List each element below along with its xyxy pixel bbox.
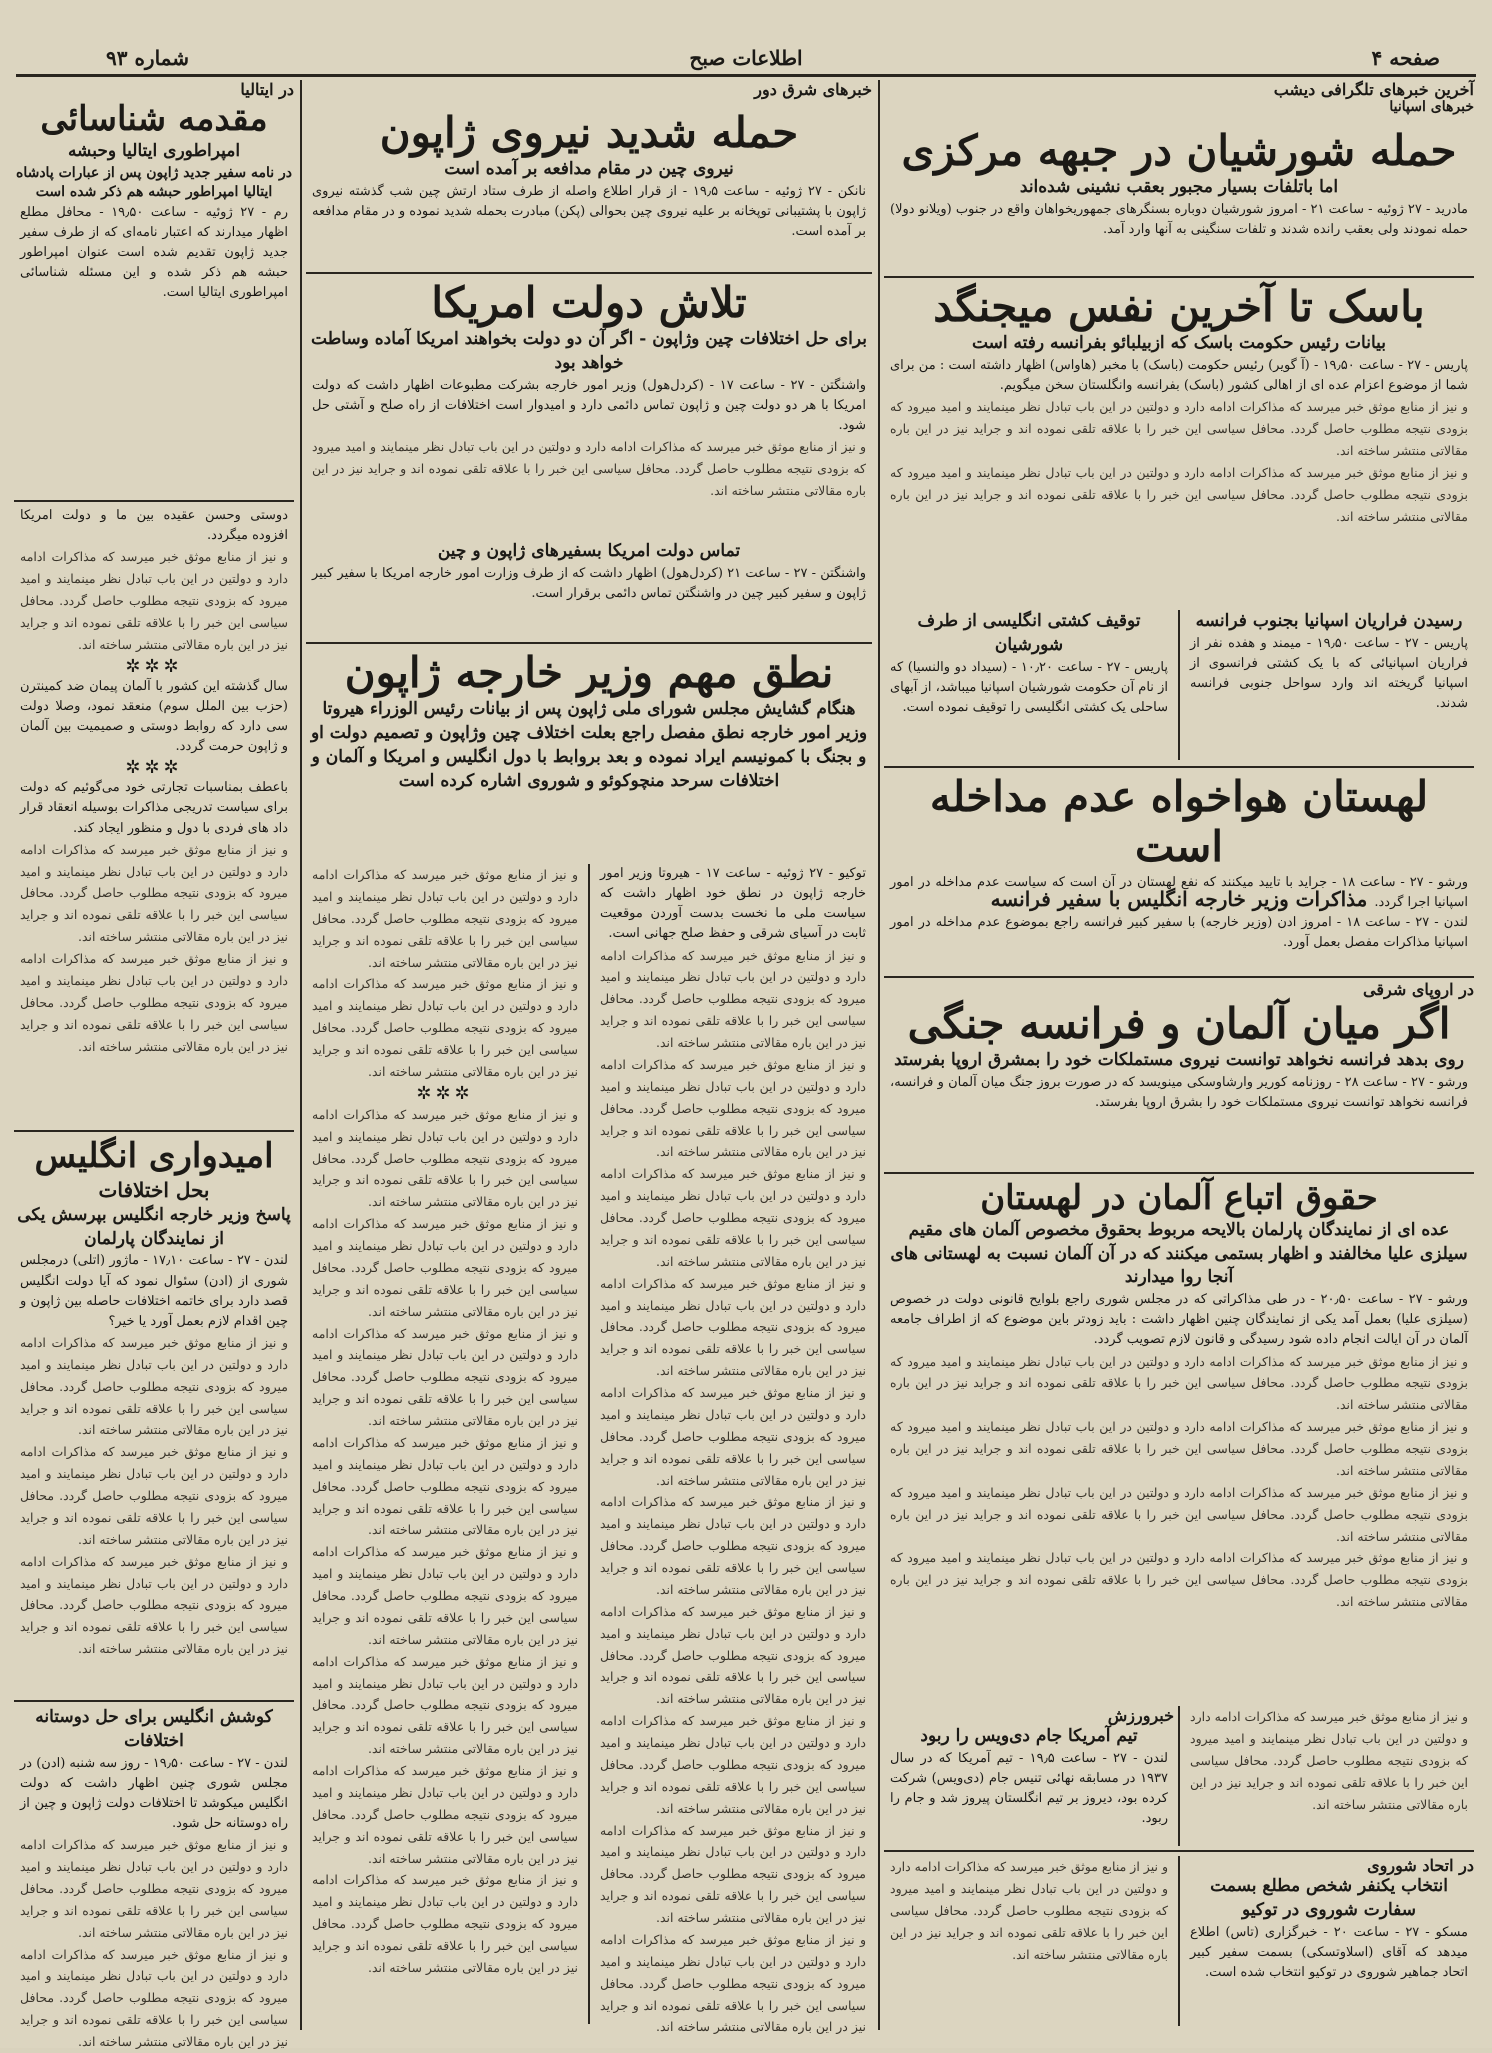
- eng-effort-body-2: و نیز از منابع موثق خبر میرسد که مذاکرات ادامه دارد و دولتین در این باب تبادل نظر مینمایند و امید میرود که بزودی نتیجه مطلوب حاصل گردد. محافل سیاسی این خبر را با علاقه تلقی نموده اند و جراید نیز در این باره مقالاتی منتشر ساخته اند.: [20, 1946, 288, 2050]
- spain-news-tag: خبرهای اسپانیا: [1389, 99, 1474, 115]
- relations-para-1: دوستی وحسن عقیده بین ما و دولت امریکا افزوده میگردد.: [20, 508, 288, 544]
- japan-attack-headline: حمله شدید نیروی ژاپون: [379, 108, 799, 157]
- poland-headline: لهستان هواخواه عدم مداخله است: [929, 772, 1429, 872]
- column-rule: [1178, 1706, 1180, 1846]
- sport-body-text: و نیز از منابع موثق خبر میرسد که مذاکرات ادامه دارد و دولتین در این باب تبادل نظر مینمایند و امید میرود که بزودی نتیجه مطلوب حاصل گردد. محافل سیاسی این خبر را با علاقه تلقی نموده اند و جراید نیز در این باره مقالاتی منتشر ساخته اند.: [890, 1859, 1168, 1962]
- japan-relations-body: [14, 506, 294, 1126]
- rights-article: [884, 1178, 1474, 1698]
- spain-dateline: مادرید - ۲۷ ژوئیه - ساعت ۲۱ - امروز شورشیان دوباره بسنگرهای جمهوریخواهان واقع در جنوب (ویلانو دولا) حمله نمودند ولی بعقب رانده شدند و تلفات سنگینی به آنها وارد آمد.: [890, 202, 1468, 238]
- speech-body-2: و نیز از منابع موثق خبر میرسد که مذاکرات ادامه دارد و دولتین در این باب تبادل نظر مینمایند و امید میرود که بزودی نتیجه مطلوب حاصل گردد. محافل سیاسی این خبر را با علاقه تلقی نموده اند و جراید نیز در این باره مقالاتی منتشر ساخته اند.: [600, 1056, 866, 1160]
- speech-body-5: و نیز از منابع موثق خبر میرسد که مذاکرات ادامه دارد و دولتین در این باب تبادل نظر مینمایند و امید میرود که بزودی نتیجه مطلوب حاصل گردد. محافل سیاسی این خبر را با علاقه تلقی نموده اند و جراید نیز در این باره مقالاتی منتشر ساخته اند.: [600, 1385, 866, 1488]
- rights-body-cont: و نیز از منابع موثق خبر میرسد که مذاکرات ادامه دارد و دولتین در این باب تبادل نظر مینمایند و امید میرود که بزودی نتیجه مطلوب حاصل گردد. محافل سیاسی این خبر را با علاقه تلقی نموده اند و جراید نیز در این باره مقالاتی منتشر ساخته اند.: [1190, 1709, 1468, 1812]
- ussr-headline: انتخاب یکنفر شخص مطلع بسمت سفارت شوروی در توکیو: [1210, 1876, 1448, 1920]
- rights-subheadline: عده ای از نمایندگان پارلمان بالایحه مربوط بحقوق مخصوص آلمان های مقیم سیلزی علیا مخالفند و اظهار بستمی میکنند که در آن آلمان نسبت به لهستانی های آنجا روا میدارند: [890, 1219, 1468, 1288]
- speech-body-7: و نیز از منابع موثق خبر میرسد که مذاکرات ادامه دارد و دولتین در این باب تبادل نظر مینمایند و امید میرود که بزودی نتیجه مطلوب حاصل گردد. محافل سیاسی این خبر را با علاقه تلقی نموده اند و جراید نیز در این باره مقالاتی منتشر ساخته اند.: [600, 1603, 866, 1707]
- us-contact-headline: تماس دولت امریکا بسفیرهای ژاپون و چین: [437, 541, 741, 561]
- wreck-article: [884, 610, 1174, 760]
- rule: [884, 1172, 1474, 1174]
- eng-hope-body-1: و نیز از منابع موثق خبر میرسد که مذاکرات ادامه دارد و دولتین در این باب تبادل نظر مینمایند و امید میرود که بزودی نتیجه مطلوب حاصل گردد. محافل سیاسی این خبر را با علاقه تلقی نموده اند و جراید نیز در این باره مقالاتی منتشر ساخته اند.: [20, 1334, 288, 1438]
- germany-article: [884, 980, 1474, 1170]
- us-effort-dateline: واشنگتن - ۲۷ - ساعت ۱۷ - (کردل‌هول) وزیر امور خارجه بشرکت مطبوعات اظهار داشت که دولت امریکا با هر دو دولت چین و ژاپون تماس دائمی دارد و امیدوار است اختلافات از راه صلح و آشتی حل شود.: [312, 377, 866, 434]
- us-effort-subheadline: برای حل اختلافات چین وژاپون - اگر آن دو دولت بخواهند امریکا آماده وساطت خواهد بود: [311, 329, 867, 374]
- rule: [14, 1700, 294, 1702]
- ussr-article: [1184, 1856, 1474, 2026]
- germany-dateline: ورشو - ۲۷ - ساعت ۲۸ - روزنامه کوریر وارشاوسکی مینویسد که در صورت بروز جنگ میان آلمان و فرانسه، فرانسه نخواهد توانست نیروی مستملکات خود را بشرق اروپا بفرستد.: [890, 1075, 1469, 1111]
- sport-headline: تیم آمریکا جام دی‌ویس را ربود: [920, 1726, 1138, 1746]
- speech-headline: نطق مهم وزیر خارجه ژاپون: [344, 648, 834, 697]
- talks-article: [884, 886, 1474, 974]
- speech-body-10: و نیز از منابع موثق خبر میرسد که مذاکرات ادامه دارد و دولتین در این باب تبادل نظر مینمایند و امید میرود که بزودی نتیجه مطلوب حاصل گردد. محافل سیاسی این خبر را با علاقه تلقی نموده اند و جراید نیز در این باره مقالاتی منتشر ساخته اند.: [600, 1931, 866, 2035]
- rights-body-4: و نیز از منابع موثق خبر میرسد که مذاکرات ادامه دارد و دولتین در این باب تبادل نظر مینمایند و امید میرود که بزودی نتیجه مطلوب حاصل گردد. محافل سیاسی این خبر را با علاقه تلقی نموده اند و جراید نیز در این باره مقالاتی منتشر ساخته اند.: [890, 1550, 1468, 1610]
- column-rule: [1178, 1856, 1180, 2026]
- ussr-dateline: مسکو - ۲۷ - ساعت ۲۰ - خبرگزاری (تاس) اطلاع میدهد که آقای (اسلاوتسکی) بسمت سفیر کبیر اتحاد جماهیر شوروی در توکیو انتخاب شده است.: [1190, 1924, 1468, 1980]
- relations-body-2: و نیز از منابع موثق خبر میرسد که مذاکرات ادامه دارد و دولتین در این باب تبادل نظر مینمایند و امید میرود که بزودی نتیجه مطلوب حاصل گردد. محافل سیاسی این خبر را با علاقه تلقی نموده اند و جراید نیز در این باره مقالاتی منتشر ساخته اند.: [20, 841, 288, 945]
- rule: [14, 1130, 294, 1132]
- speech-body-6: و نیز از منابع موثق خبر میرسد که مذاکرات ادامه دارد و دولتین در این باب تبادل نظر مینمایند و امید میرود که بزودی نتیجه مطلوب حاصل گردد. محافل سیاسی این خبر را با علاقه تلقی نموده اند و جراید نیز در این باره مقالاتی منتشر ساخته اند.: [600, 1494, 866, 1597]
- east-europe-tag: در اروپای شرقی: [1363, 980, 1474, 999]
- sport-dateline: لندن - ۲۷ - ساعت ۱۹٫۵ - تیم آمریکا که در سال ۱۹۳۷ در مسابقه نهائی تنیس جام (دی‌ویس) شرکت کرده بود، دیروز بر تیم انگلستان پیروز شد و جام را ربود.: [890, 1750, 1168, 1827]
- right-top-tags: [884, 80, 1474, 114]
- us-contact-dateline: واشنگتن - ۲۷ - ساعت ۲۱ (کردل‌هول) اظهار داشت که از طرف وزارت امور خارجه امریکا با سفیر کبیر ژاپون و سفیر کبیر چین در واشنگتن تماس دائمی برقرار است.: [312, 565, 866, 601]
- speech-body-17: و نیز از منابع موثق خبر میرسد که مذاکرات ادامه دارد و دولتین در این باب تبادل نظر مینمایند و امید میرود که بزودی نتیجه مطلوب حاصل گردد. محافل سیاسی این خبر را با علاقه تلقی نموده اند و جراید نیز در این باره مقالاتی منتشر ساخته اند.: [312, 1544, 578, 1647]
- speech-body-18: و نیز از منابع موثق خبر میرسد که مذاکرات ادامه دارد و دولتین در این باب تبادل نظر مینمایند و امید میرود که بزودی نتیجه مطلوب حاصل گردد. محافل سیاسی این خبر را با علاقه تلقی نموده اند و جراید نیز در این باره مقالاتی منتشر ساخته اند.: [312, 1653, 578, 1757]
- speech-body-9: و نیز از منابع موثق خبر میرسد که مذاکرات ادامه دارد و دولتین در این باب تبادل نظر مینمایند و امید میرود که بزودی نتیجه مطلوب حاصل گردد. محافل سیاسی این خبر را با علاقه تلقی نموده اند و جراید نیز در این باره مقالاتی منتشر ساخته اند.: [600, 1822, 866, 1926]
- intro-dateline: رم - ۲۷ ژوئیه - ساعت ۱۹٫۵۰ - محافل مطلع اظهار میدارند که اعتبار نامه‌ای که از طرف سفیر جدید ژاپون تقدیم شده است عنوان امپراطور حبشه هم ذکر شده و این مسئله شناسائی امپراطوری ایتالیا است.: [20, 204, 288, 301]
- masthead: [16, 40, 1476, 77]
- rule: [306, 272, 872, 274]
- column-rule: [300, 80, 302, 2030]
- rule: [884, 766, 1474, 768]
- eng-effort-headline: کوشش انگلیس برای حل دوستانه اختلافات: [35, 1707, 273, 1751]
- rights-headline: حقوق اتباع آلمان در لهستان: [980, 1178, 1378, 1218]
- page-number: صفحه ۴: [1371, 46, 1440, 70]
- section-stars-3: ✲✲✲: [125, 757, 183, 779]
- section-stars-2: ✲✲✲: [125, 655, 183, 677]
- rights-dateline: ورشو - ۲۷ - ساعت ۲۰٫۵۰ - در طی مذاکراتی که در مجلس شوری راجع بلوایح قانونی دولت در خصوص (سیلزی علیا) بعمل آمد یکی از نمایندگان چنین اظهار داشت : باید زودتر باین موضوع که از اطراف جامعه آلمان در آن ایالت انجام داده شود رسیدگی و قانون لازم تصویب گردد.: [890, 1292, 1468, 1348]
- speech-body-15: و نیز از منابع موثق خبر میرسد که مذاکرات ادامه دارد و دولتین در این باب تبادل نظر مینمایند و امید میرود که بزودی نتیجه مطلوب حاصل گردد. محافل سیاسی این خبر را با علاقه تلقی نموده اند و جراید نیز در این باره مقالاتی منتشر ساخته اند.: [312, 1325, 578, 1428]
- relations-body-3: و نیز از منابع موثق خبر میرسد که مذاکرات ادامه دارد و دولتین در این باب تبادل نظر مینمایند و امید میرود که بزودی نتیجه مطلوب حاصل گردد. محافل سیاسی این خبر را با علاقه تلقی نموده اند و جراید نیز در این باره مقالاتی منتشر ساخته اند.: [20, 951, 288, 1054]
- eng-hope-dateline: لندن - ۲۷ - ساعت ۱۷٫۱۰ - ماژور (اتلی) درمجلس شوری از (ادن) سئوال نمود که آیا دولت انگلیس قصد دارد برای خاتمه اختلافات حاصله بین ژاپون و چین اقدام لازم بعمل آورد یا خیر؟: [20, 1253, 288, 1329]
- column-rule: [588, 864, 590, 2024]
- speech-dateline: توکیو - ۲۷ ژوئیه - ساعت ۱۷ - هیروتا وزیر امور خارجه ژاپون در نطق خود اظهار داشت که سیاست ملی ما نخست بدست آوردن موقعیت ثابت در آسیای شرقی و حفظ صلح جهانی است.: [600, 866, 866, 942]
- flee-dateline: پاریس - ۲۷ - ساعت ۱۹٫۵۰ - میمند و هفده نفر از فراریان اسپانیائی که با یک کشتی فرانسوی از اسپانیا گریخته اند وارد سواحل جنوبی فرانسه شدند.: [1190, 635, 1468, 712]
- speech-body-16: و نیز از منابع موثق خبر میرسد که مذاکرات ادامه دارد و دولتین در این باب تبادل نظر مینمایند و امید میرود که بزودی نتیجه مطلوب حاصل گردد. محافل سیاسی این خبر را با علاقه تلقی نموده اند و جراید نیز در این باره مقالاتی منتشر ساخته اند.: [312, 1434, 578, 1538]
- eng-effort-body: و نیز از منابع موثق خبر میرسد که مذاکرات ادامه دارد و دولتین در این باب تبادل نظر مینمایند و امید میرود که بزودی نتیجه مطلوب حاصل گردد. محافل سیاسی این خبر را با علاقه تلقی نموده اند و جراید نیز در این باره مقالاتی منتشر ساخته اند.: [20, 1837, 288, 1940]
- japan-attack-dateline: نانکن - ۲۷ ژوئیه - ساعت ۱۹٫۵ - از قرار اطلاع واصله از طرف ستاد ارتش چین شب گذشته نیروی ژاپون با پشتیبانی توپخانه بر علیه نیروی چین بحوالی (پکن) مبادرت بحمله شدید نموده و در مقام مدافعه بر آمده است.: [312, 184, 866, 240]
- eng-hope-subheadline-2: پاسخ وزیر خارجه انگلیس بپرسش یکی از نمایندگان پارلمان: [17, 1204, 291, 1249]
- column-rule: [1178, 610, 1180, 760]
- speech-body-left: [306, 864, 584, 2024]
- italy-tag: در ایتالیا: [240, 80, 294, 99]
- speech-body-14: و نیز از منابع موثق خبر میرسد که مذاکرات ادامه دارد و دولتین در این باب تبادل نظر مینمایند و امید میرود که بزودی نتیجه مطلوب حاصل گردد. محافل سیاسی این خبر را با علاقه تلقی نموده اند و جراید نیز در این باره مقالاتی منتشر ساخته اند.: [312, 1216, 578, 1319]
- late-news-tag: آخرین خبرهای تلگرافی دیشب: [1273, 80, 1474, 99]
- ussr-tag: در اتحاد شوروی: [1367, 1856, 1474, 1875]
- basque-headline: باسک تا آخرین نفس میجنگد: [933, 282, 1425, 331]
- wreck-dateline: پاریس - ۲۷ - ساعت ۱۰٫۲۰ - (سیداد دو والنسیا) که از نام آن حکومت شورشیان اسپانیا میباشد، از آبهای ساحلی یک کشتی انگلیسی را توقیف نموده است.: [890, 659, 1168, 715]
- speech-body-1: و نیز از منابع موثق خبر میرسد که مذاکرات ادامه دارد و دولتین در این باب تبادل نظر مینمایند و امید میرود که بزودی نتیجه مطلوب حاصل گردد. محافل سیاسی این خبر را با علاقه تلقی نموده اند و جراید نیز در این باره مقالاتی منتشر ساخته اند.: [600, 947, 866, 1051]
- intro-article: [14, 80, 294, 500]
- us-contact-article: [306, 540, 872, 638]
- eng-hope-headline: امیدواری انگلیس: [34, 1136, 274, 1176]
- eng-hope-body-3: و نیز از منابع موثق خبر میرسد که مذاکرات ادامه دارد و دولتین در این باب تبادل نظر مینمایند و امید میرود که بزودی نتیجه مطلوب حاصل گردد. محافل سیاسی این خبر را با علاقه تلقی نموده اند و جراید نیز در این باره مقالاتی منتشر ساخته اند.: [20, 1553, 288, 1657]
- column-rule: [878, 80, 880, 2030]
- basque-subheadline: بیانات رئیس حکومت باسک که ازبیلبائو بفرانسه رفته است: [971, 333, 1387, 354]
- basque-body: و نیز از منابع موثق خبر میرسد که مذاکرات ادامه دارد و دولتین در این باب تبادل نظر مینمایند و امید میرود که بزودی نتیجه مطلوب حاصل گردد. محافل سیاسی این خبر را با علاقه تلقی نموده اند و جراید نیز در این باره مقالاتی منتشر ساخته اند.: [890, 399, 1468, 459]
- speech-body-13: و نیز از منابع موثق خبر میرسد که مذاکرات ادامه دارد و دولتین در این باب تبادل نظر مینمایند و امید میرود که بزودی نتیجه مطلوب حاصل گردد. محافل سیاسی این خبر را با علاقه تلقی نموده اند و جراید نیز در این باره مقالاتی منتشر ساخته اند.: [312, 1106, 578, 1210]
- rights-body-2: و نیز از منابع موثق خبر میرسد که مذاکرات ادامه دارد و دولتین در این باب تبادل نظر مینمایند و امید میرود که بزودی نتیجه مطلوب حاصل گردد. محافل سیاسی این خبر را با علاقه تلقی نموده اند و جراید نیز در این باره مقالاتی منتشر ساخته اند.: [890, 1419, 1468, 1478]
- sport-body: [884, 1856, 1174, 2026]
- body-column: [1184, 1706, 1474, 1846]
- rights-body-3: و نیز از منابع موثق خبر میرسد که مذاکرات ادامه دارد و دولتین در این باب تبادل نظر مینمایند و امید میرود که بزودی نتیجه مطلوب حاصل گردد. محافل سیاسی این خبر را با علاقه تلقی نموده اند و جراید نیز در این باره مقالاتی منتشر ساخته اند.: [890, 1484, 1468, 1544]
- germany-subheadline: روی بدهد فرانسه نخواهد توانست نیروی مستملکات خود را بمشرق اروپا بفرستد: [894, 1050, 1464, 1071]
- basque-dateline: پاریس - ۲۷ - ساعت ۱۹٫۵۰ - (آ گویر) رئیس حکومت (باسک) با مخبر (هاواس) اظهار داشته است : من برای شما از موضوع اعزام عده ای از اهالی کشور (باسک) بفرانسه وانگلستان سخن میگویم.: [890, 358, 1468, 394]
- rule: [884, 276, 1474, 278]
- rule: [306, 642, 872, 644]
- rule: [884, 976, 1474, 978]
- sport-article: [884, 1706, 1174, 1846]
- basque-article: [884, 282, 1474, 602]
- speech-article: [306, 648, 872, 860]
- germany-headline: اگر میان آلمان و فرانسه جنگی: [907, 999, 1451, 1048]
- speech-body-11: و نیز از منابع موثق خبر میرسد که مذاکرات ادامه دارد و دولتین در این باب تبادل نظر مینمایند و امید میرود که بزودی نتیجه مطلوب حاصل گردد. محافل سیاسی این خبر را با علاقه تلقی نموده اند و جراید نیز در این باره مقالاتی منتشر ساخته اند.: [312, 867, 578, 970]
- intro-subheadline-2: در نامه سفیر جدید ژاپون پس از عبارات پادشاه ایتالیا امپراطور حبشه هم ذکر شده است: [15, 164, 293, 201]
- us-effort-article: [306, 278, 872, 536]
- talks-headline: مذاکرات وزیر خارجه انگلیس با سفیر فرانسه: [990, 887, 1368, 911]
- japan-attack-article: [306, 108, 872, 270]
- flee-headline: رسیدن فراریان اسپانیا بجنوب فرانسه: [1195, 611, 1463, 631]
- paper-name: اطلاعات صبح: [689, 46, 803, 70]
- eng-hope-subheadline: بحل اختلافات: [98, 1177, 210, 1202]
- speech-subheadline: هنگام گشایش مجلس شورای ملی ژاپون پس از بیانات رئیس الوزراء هیروتا وزیر امور خارجه نطق مفصل راجع بعلت اختلاف چین وژاپون و تصمیم دولت او و بجنگ با کمونیسم ایراد نموده و بعد بروابط با دول انگلیس و امریکا و آلمان و اختلافات سرحد منچوکوئو و شوروی اشاره کرده است: [310, 699, 868, 791]
- poland-dateline: ورشو - ۲۷ - ساعت ۱۸ - جراید با تایید میکنند که نفع لهستان در آن است که سیاست عدم مداخله در امور اسپانیا اجرا گردد.: [890, 874, 1469, 910]
- rule: [884, 1850, 1474, 1852]
- relations-para-3: باعطف بمناسبات تجارتی خود می‌گوئیم که دولت برای سیاست تدریجی مذاکرات بوسیله انعقاد قرار داد های فردی با دول و منظور ایجاد کند.: [20, 780, 288, 836]
- intro-subheadline: امپراطوری ایتالیا وحبشه: [67, 140, 241, 161]
- relations-para-2: سال گذشته این کشور با آلمان پیمان ضد کمینترن (حزب بین الملل سوم) منعقد نمود، وصلا دولت سی دارد که روابط دوستی و صمیمیت بین آلمان و ژاپون حرمت گردد.: [20, 678, 288, 755]
- intro-headline: مقدمه شناسائی: [40, 99, 268, 139]
- eng-effort-article: [14, 1706, 294, 2050]
- speech-body-8: و نیز از منابع موثق خبر میرسد که مذاکرات ادامه دارد و دولتین در این باب تبادل نظر مینمایند و امید میرود که بزودی نتیجه مطلوب حاصل گردد. محافل سیاسی این خبر را با علاقه تلقی نموده اند و جراید نیز در این باره مقالاتی منتشر ساخته اند.: [600, 1713, 866, 1816]
- flee-article: [1184, 610, 1474, 760]
- wreck-headline: توقیف کشتی انگلیسی از طرف شورشیان: [917, 611, 1141, 655]
- speech-body-3: و نیز از منابع موثق خبر میرسد که مذاکرات ادامه دارد و دولتین در این باب تبادل نظر مینمایند و امید میرود که بزودی نتیجه مطلوب حاصل گردد. محافل سیاسی این خبر را با علاقه تلقی نموده اند و جراید نیز در این باره مقالاتی منتشر ساخته اند.: [600, 1166, 866, 1269]
- eng-effort-dateline: لندن - ۲۷ - ساعت ۱۹٫۵۰ - روز سه شنبه (ادن) در مجلس شوری چنین اظهار داشت که دولت انگلیس میکوشد تا اختلافات دولت ژاپون و چین از راه دوستانه حل شود.: [20, 1755, 288, 1832]
- speech-body-4: و نیز از منابع موثق خبر میرسد که مذاکرات ادامه دارد و دولتین در این باب تبادل نظر مینمایند و امید میرود که بزودی نتیجه مطلوب حاصل گردد. محافل سیاسی این خبر را با علاقه تلقی نموده اند و جراید نیز در این باره مقالاتی منتشر ساخته اند.: [600, 1275, 866, 1379]
- us-effort-headline: تلاش دولت امریکا: [431, 278, 747, 327]
- us-effort-body: و نیز از منابع موثق خبر میرسد که مذاکرات ادامه دارد و دولتین در این باب تبادل نظر مینمایند و امید میرود که بزودی نتیجه مطلوب حاصل گردد. محافل سیاسی این خبر را با علاقه تلقی نموده اند و جراید نیز در این باره مقالاتی منتشر ساخته اند.: [312, 439, 866, 499]
- eng-hope-article: [14, 1136, 294, 1696]
- rule: [14, 500, 294, 502]
- spain-article: [884, 126, 1474, 276]
- talks-dateline: لندن - ۲۷ - ساعت ۱۸ - امروز ادن (وزیر خارجه) با سفیر کبیر فرانسه راجع بموضوع عدم مداخله در امور اسپانیا مذاکرات مفصل بعمل آورد.: [890, 915, 1468, 951]
- relations-body-1: و نیز از منابع موثق خبر میرسد که مذاکرات ادامه دارد و دولتین در این باب تبادل نظر مینمایند و امید میرود که بزودی نتیجه مطلوب حاصل گردد. محافل سیاسی این خبر را با علاقه تلقی نموده اند و جراید نیز در این باره مقالاتی منتشر ساخته اند.: [20, 549, 288, 652]
- section-stars: ✲✲✲: [416, 1082, 474, 1104]
- speech-body-19: و نیز از منابع موثق خبر میرسد که مذاکرات ادامه دارد و دولتین در این باب تبادل نظر مینمایند و امید میرود که بزودی نتیجه مطلوب حاصل گردد. محافل سیاسی این خبر را با علاقه تلقی نموده اند و جراید نیز در این باره مقالاتی منتشر ساخته اند.: [312, 1763, 578, 1866]
- spain-subheadline: اما باتلفات بسیار مجبور بعقب نشینی شده‌اند: [1019, 177, 1339, 198]
- sport-tag: خبرورزش: [1107, 1706, 1174, 1725]
- far-east-tag: خبرهای شرق دور: [754, 80, 872, 99]
- basque-body-2: و نیز از منابع موثق خبر میرسد که مذاکرات ادامه دارد و دولتین در این باب تبادل نظر مینمایند و امید میرود که بزودی نتیجه مطلوب حاصل گردد. محافل سیاسی این خبر را با علاقه تلقی نموده اند و جراید نیز در این باره مقالاتی منتشر ساخته اند.: [890, 465, 1468, 524]
- speech-body-right: [594, 864, 872, 2035]
- rights-body: و نیز از منابع موثق خبر میرسد که مذاکرات ادامه دارد و دولتین در این باب تبادل نظر مینمایند و امید میرود که بزودی نتیجه مطلوب حاصل گردد. محافل سیاسی این خبر را با علاقه تلقی نموده اند و جراید نیز در این باره مقالاتی منتشر ساخته اند.: [890, 1353, 1468, 1413]
- japan-attack-subheadline: نیروی چین در مقام مدافعه بر آمده است: [444, 159, 734, 180]
- spain-headline: حمله شورشیان در جبهه مرکزی: [901, 126, 1457, 175]
- eng-hope-body-2: و نیز از منابع موثق خبر میرسد که مذاکرات ادامه دارد و دولتین در این باب تبادل نظر مینمایند و امید میرود که بزودی نتیجه مطلوب حاصل گردد. محافل سیاسی این خبر را با علاقه تلقی نموده اند و جراید نیز در این باره مقالاتی منتشر ساخته اند.: [20, 1444, 288, 1547]
- far-east-tag-box: [306, 80, 872, 104]
- speech-body-12: و نیز از منابع موثق خبر میرسد که مذاکرات ادامه دارد و دولتین در این باب تبادل نظر مینمایند و امید میرود که بزودی نتیجه مطلوب حاصل گردد. محافل سیاسی این خبر را با علاقه تلقی نموده اند و جراید نیز در این باره مقالاتی منتشر ساخته اند.: [312, 976, 578, 1079]
- speech-body-20: و نیز از منابع موثق خبر میرسد که مذاکرات ادامه دارد و دولتین در این باب تبادل نظر مینمایند و امید میرود که بزودی نتیجه مطلوب حاصل گردد. محافل سیاسی این خبر را با علاقه تلقی نموده اند و جراید نیز در این باره مقالاتی منتشر ساخته اند.: [312, 1872, 578, 1975]
- issue-number: شماره ۹۳: [106, 46, 189, 70]
